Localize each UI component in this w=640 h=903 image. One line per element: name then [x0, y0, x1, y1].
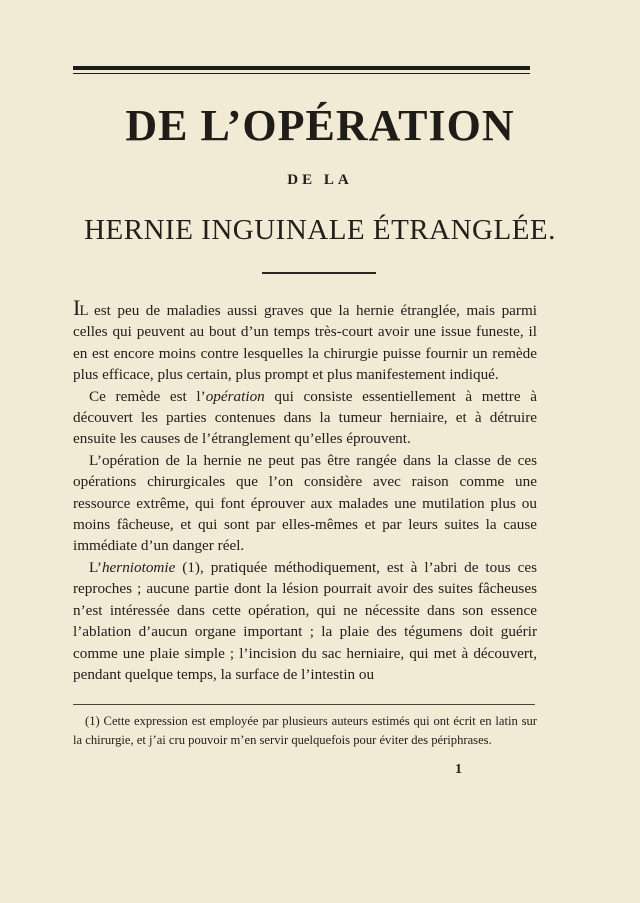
- italic-term-operation: opération: [205, 387, 265, 405]
- paragraph-4: [73, 557, 537, 685]
- top-thick-rule: [73, 66, 530, 70]
- paragraph-1: [73, 297, 537, 386]
- footnote: [73, 712, 537, 749]
- paragraph-4-text-start: L’: [89, 558, 102, 576]
- drop-cap: Il: [73, 295, 88, 320]
- paragraph-2: [73, 386, 537, 450]
- title-separator-rule: [262, 272, 376, 274]
- paragraph-4-text-end: (1), pratiquée méthodiquement, est à l’abri de tous ces reproches ; aucune partie dont la lésion pourrait avoir des suites fâcheuses n’est intéressée dans cette opération, qui ne nécessite dans son essence l’ablation d’aucun organe important ; la plaie des tégumens doit guérir comme une plaie simple ; l’incision du sac herniaire, qui met à découvert, pendant quelque temps, la surface de l’intestin ou: [73, 558, 537, 683]
- paragraph-1-text: est peu de maladies aussi graves que la hernie étranglée, mais parmi celles qui peuvent au bout d’un temps très-court avoir une issue funeste, il en est encore moins contre lesquelles la chirurgie puisse fournir un remède plus efficace, plus certain, plus prompt et plus manifestement indiqué.: [73, 302, 538, 384]
- page-title: DE L’OPÉRATION: [125, 101, 515, 150]
- title-connector: DE LA: [287, 172, 353, 188]
- paragraph-3: [73, 450, 537, 557]
- body-text: [73, 297, 537, 685]
- paragraph-3-text: L’opération de la hernie ne peut pas être rangée dans la classe de ces opérations chirurgicales que l’on considère avec raison comme une ressource extrême, qui font éprouver aux malades une mutilation plus ou moins fâcheuse, et qui sont par elles-mêmes et par leurs suites la cause immédiate d’un danger réel.: [73, 451, 537, 555]
- signature-mark: 1: [455, 762, 462, 777]
- page-title-second-line: HERNIE INGUINALE ÉTRANGLÉE.: [84, 214, 556, 246]
- footnote-text: (1) Cette expression est employée par plusieurs auteurs estimés qui ont écrit en latin sur la chirurgie, et j’ai cru pouvoir m’en servir quelquefois pour éviter des périphrases.: [73, 714, 537, 747]
- footnote-rule: [73, 704, 535, 705]
- top-thin-rule: [73, 73, 530, 74]
- paragraph-2-text-start: Ce remède est l’: [89, 387, 206, 405]
- paragraph-2-text-end: qui consiste essentiellement à mettre à découvert les parties contenues dans la tumeur herniaire, et à détruire ensuite les causes de l’étranglement qu’elles éprouvent.: [73, 387, 537, 448]
- italic-term-herniotomie: herniotomie: [101, 558, 176, 576]
